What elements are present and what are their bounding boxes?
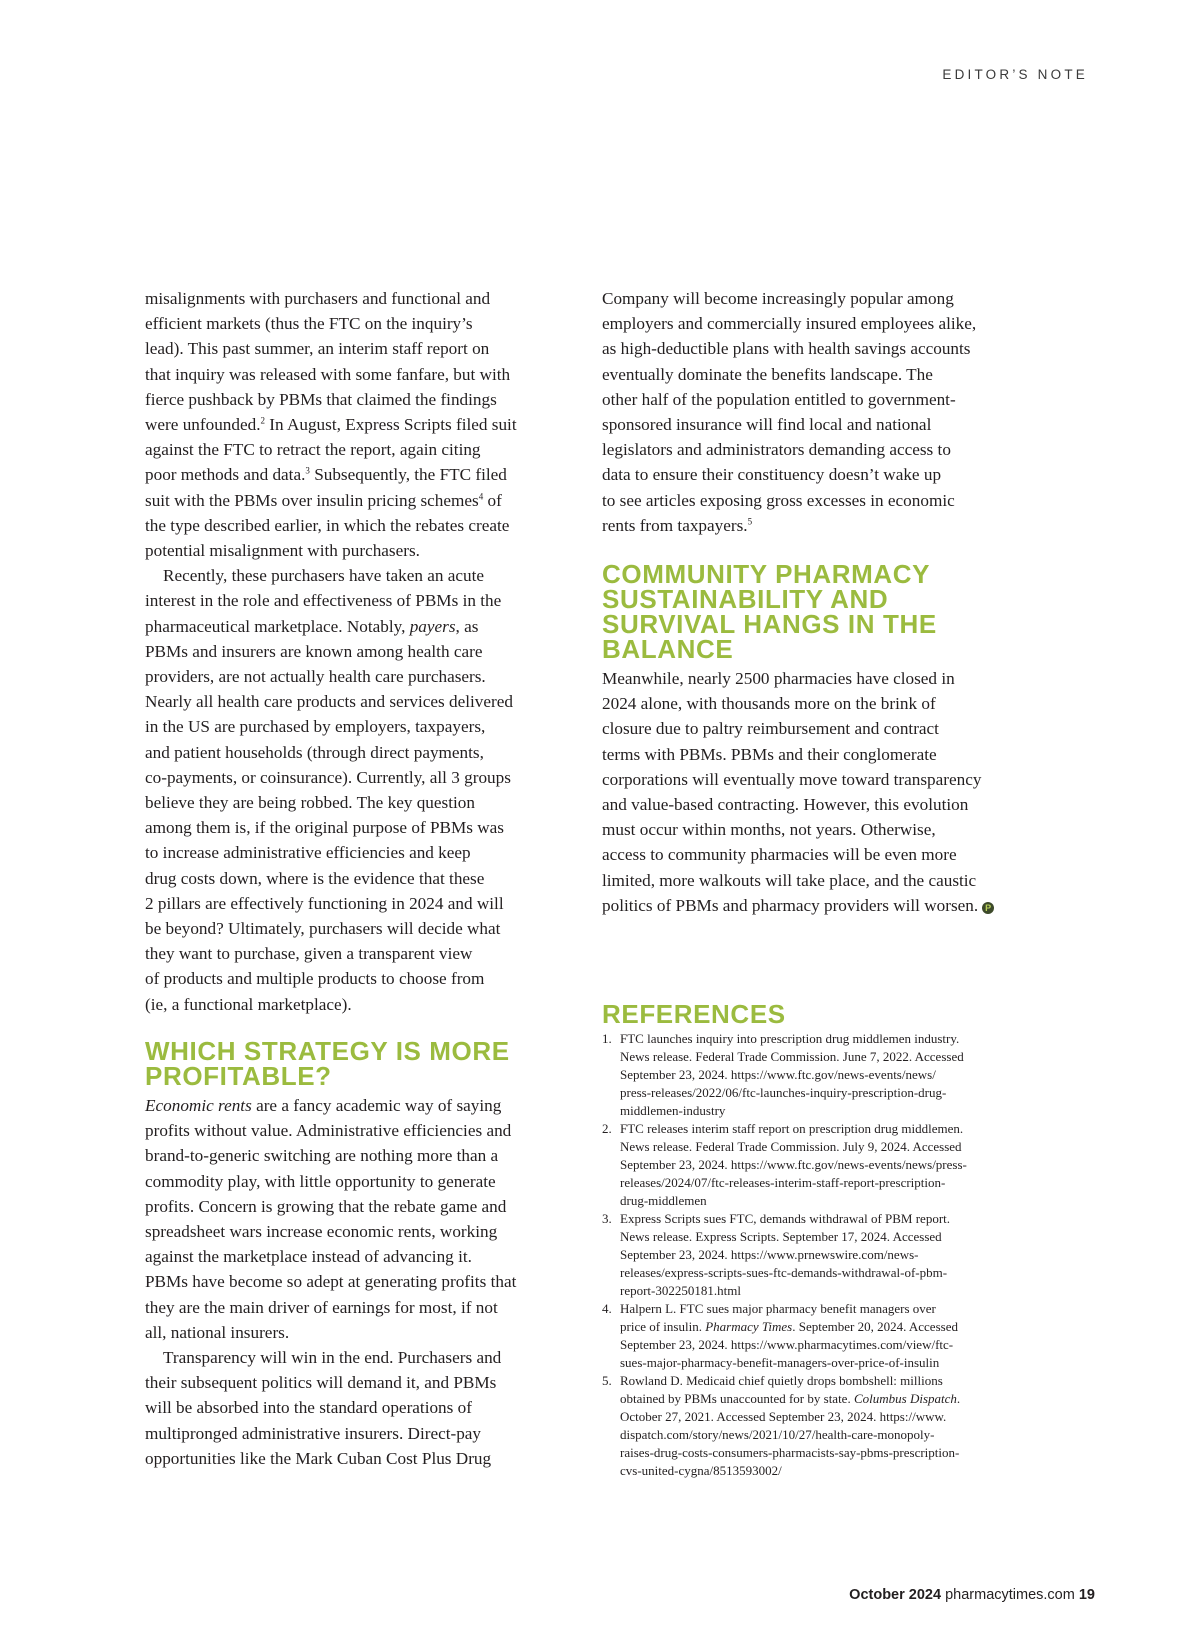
text-line: Transparency will win in the end. Purchasers and xyxy=(163,1347,502,1367)
references-list xyxy=(602,1030,1042,1480)
reference-line: sues-major-pharmacy-benefit-managers-over-price-of-insulin xyxy=(620,1355,940,1370)
text-line xyxy=(145,412,573,437)
text-line: will be absorbed into the standard operations of xyxy=(145,1398,472,1418)
text-line: legislators and administrators demanding access to xyxy=(602,440,951,460)
reference-line: releases/2024/07/ftc-releases-interim-staff-report-prescription- xyxy=(620,1175,946,1190)
text-run: were unfounded. xyxy=(145,415,261,435)
text-line: misalignments with purchasers and functional and xyxy=(145,289,491,308)
left-column xyxy=(145,286,573,1471)
reference-line: September 23, 2024. https://www.ftc.gov/news-events/news/press- xyxy=(620,1157,967,1172)
text-run: price of insulin. xyxy=(620,1319,706,1334)
reference-line: releases/express-scripts-sues-ftc-demands-withdrawal-of-pbm- xyxy=(620,1265,948,1280)
text-line: employers and commercially insured employees alike, xyxy=(602,314,977,334)
heading-line: COMMUNITY PHARMACY xyxy=(602,559,931,590)
text-run: . September 20, 2024. Accessed xyxy=(792,1319,958,1334)
text-line: to see articles exposing gross excesses in economic xyxy=(602,490,955,510)
text-line: must occur within months, not years. Otherwise, xyxy=(602,820,936,840)
reference-line: middlemen-industry xyxy=(620,1103,726,1118)
references-section xyxy=(602,999,1042,1480)
citation-superscript: 4 xyxy=(478,490,484,501)
references-heading: REFERENCES xyxy=(602,999,786,1029)
text-run: are a fancy academic way of saying xyxy=(251,1095,502,1115)
text-line: closure due to paltry reimbursement and contract xyxy=(602,719,939,739)
text-run: , as xyxy=(455,616,479,636)
paragraph-left-1 xyxy=(145,286,573,563)
emphasis-text: Economic rents xyxy=(145,1095,252,1115)
text-run: Subsequently, the FTC filed xyxy=(309,465,507,485)
text-line: be beyond? Ultimately, purchasers will decide what xyxy=(145,919,501,939)
text-line: PBMs have become so adept at generating profits that xyxy=(145,1272,517,1292)
reference-line: Halpern L. FTC sues major pharmacy benefit managers over xyxy=(620,1301,936,1316)
text-line: potential misalignment with purchasers. xyxy=(145,541,420,561)
text-line: their subsequent politics will demand it, and PBMs xyxy=(145,1373,497,1393)
text-line: Meanwhile, nearly 2500 pharmacies have closed in xyxy=(602,669,955,689)
reference-line: News release. Federal Trade Commission. July 9, 2024. Accessed xyxy=(620,1139,962,1154)
reference-line: raises-drug-costs-consumers-pharmacists-say-pbms-prescription- xyxy=(620,1445,960,1460)
reference-line: cvs-united-cygna/8513593002/ xyxy=(620,1463,782,1478)
text-line: Recently, these purchasers have taken an acute xyxy=(163,566,484,586)
text-line xyxy=(145,614,573,639)
reference-line: October 27, 2021. Accessed September 23, 2024. https://www. xyxy=(620,1409,947,1424)
article-end-mark-icon: P xyxy=(982,902,994,914)
text-line: sponsored insurance will find local and national xyxy=(602,415,932,435)
reference-line: Rowland D. Medicaid chief quietly drops bombshell: millions xyxy=(620,1373,943,1388)
text-line: corporations will eventually move toward transparency xyxy=(602,769,982,789)
journal-title: Columbus Dispatch xyxy=(853,1391,957,1406)
heading-which-strategy xyxy=(145,1035,573,1091)
text-run: pharmaceutical marketplace. Notably, xyxy=(145,616,410,636)
text-run: rents from taxpayers. xyxy=(602,515,748,535)
reference-line: Express Scripts sues FTC, demands withdrawal of PBM report. xyxy=(620,1211,951,1226)
reference-line: FTC releases interim staff report on prescription drug middlemen. xyxy=(620,1121,964,1136)
text-line: opportunities like the Mark Cuban Cost Plus Drug xyxy=(145,1448,492,1468)
page-footer xyxy=(849,1587,1095,1603)
reference-item xyxy=(602,1120,1042,1210)
reference-item xyxy=(602,1210,1042,1300)
reference-line xyxy=(620,1318,1042,1336)
reference-item xyxy=(602,1300,1042,1372)
text-line: among them is, if the original purpose of PBMs was xyxy=(145,818,504,838)
text-line: Nearly all health care products and services delivered xyxy=(145,692,513,712)
heading-line: SUSTAINABILITY AND xyxy=(602,584,889,615)
reference-item xyxy=(602,1372,1042,1480)
paragraph-right-1 xyxy=(602,286,1030,538)
text-line: all, national insurers. xyxy=(145,1322,290,1342)
reference-line: September 23, 2024. https://www.ftc.gov/news-events/news/ xyxy=(620,1067,936,1082)
text-line xyxy=(602,893,1030,918)
text-line: fierce pushback by PBMs that claimed the findings xyxy=(145,389,497,409)
text-line: and value-based contracting. However, this evolution xyxy=(602,795,969,815)
paragraph-left-2 xyxy=(145,563,573,1017)
text-line: as high-deductible plans with health savings accounts xyxy=(602,339,971,359)
text-line: access to community pharmacies will be even more xyxy=(602,845,957,865)
text-line: profits. Concern is growing that the rebate game and xyxy=(145,1196,507,1216)
text-line: terms with PBMs. PBMs and their conglomerate xyxy=(602,744,937,764)
right-column xyxy=(602,286,1030,918)
text-line: they are the main driver of earnings for most, if not xyxy=(145,1297,498,1317)
text-line: profits without value. Administrative efficiencies and xyxy=(145,1121,512,1141)
text-line: (ie, a functional marketplace). xyxy=(145,994,352,1014)
paragraph-right-2 xyxy=(602,666,1030,918)
text-run: poor methods and data. xyxy=(145,465,306,485)
text-line: they want to purchase, given a transparent view xyxy=(145,944,473,964)
emphasis-text: payers xyxy=(409,616,456,636)
text-line: against the marketplace instead of advancing it. xyxy=(145,1247,472,1267)
text-line: believe they are being robbed. The key question xyxy=(145,793,475,813)
text-run: politics of PBMs and pharmacy providers will worsen. xyxy=(602,895,979,915)
text-line: commodity play, with little opportunity to generate xyxy=(145,1171,496,1191)
text-line: that inquiry was released with some fanfare, but with xyxy=(145,364,511,384)
text-line: to increase administrative efficiencies and keep xyxy=(145,843,471,863)
section-label: EDITOR’S NOTE xyxy=(942,67,1088,82)
text-line: spreadsheet wars increase economic rents, working xyxy=(145,1221,498,1241)
text-line: limited, more walkouts will take place, and the caustic xyxy=(602,870,977,890)
reference-line: press-releases/2022/06/ftc-launches-inquiry-prescription-drug- xyxy=(620,1085,947,1100)
text-line: 2 pillars are effectively functioning in 2024 and will xyxy=(145,893,504,913)
text-run: of xyxy=(483,490,502,510)
text-line: brand-to-generic switching are nothing more than a xyxy=(145,1146,499,1166)
reference-line: dispatch.com/story/news/2021/10/27/health-care-monopoly- xyxy=(620,1427,935,1442)
text-line: multipronged administrative insurers. Direct-pay xyxy=(145,1423,482,1443)
text-line: 2024 alone, with thousands more on the brink of xyxy=(602,694,936,714)
reference-line xyxy=(620,1390,1042,1408)
reference-line: FTC launches inquiry into prescription drug middlemen industry. xyxy=(620,1031,960,1046)
text-line: data to ensure their constituency doesn’t wake up xyxy=(602,465,942,485)
text-line xyxy=(145,1093,573,1118)
journal-title: Pharmacy Times xyxy=(705,1319,793,1334)
reference-number: 4. xyxy=(602,1301,612,1316)
reference-line: News release. Federal Trade Commission. June 7, 2022. Accessed xyxy=(620,1049,964,1064)
heading-line: PROFITABLE? xyxy=(145,1060,332,1091)
text-line: co-payments, or coinsurance). Currently, all 3 groups xyxy=(145,767,511,787)
text-run: . xyxy=(956,1391,961,1406)
page-number: 19 xyxy=(1078,1587,1095,1603)
text-line: the type described earlier, in which the rebates create xyxy=(145,515,510,535)
citation-superscript: 5 xyxy=(747,516,753,527)
text-line: efficient markets (thus the FTC on the inquiry’s xyxy=(145,314,473,334)
text-run: obtained by PBMs unaccounted for by state. xyxy=(620,1391,854,1406)
reference-line: report-302250181.html xyxy=(620,1283,741,1298)
reference-line: drug-middlemen xyxy=(620,1193,707,1208)
text-line: other half of the population entitled to government- xyxy=(602,389,956,409)
text-run: suit with the PBMs over insulin pricing schemes xyxy=(145,490,479,510)
text-run: In August, Express Scripts filed suit xyxy=(265,415,517,435)
reference-number: 2. xyxy=(602,1121,612,1136)
heading-line: WHICH STRATEGY IS MORE xyxy=(145,1035,510,1066)
text-line: interest in the role and effectiveness of PBMs in the xyxy=(145,591,502,611)
citation-superscript: 3 xyxy=(305,465,310,476)
reference-item xyxy=(602,1030,1042,1120)
heading-line: SURVIVAL HANGS IN THE xyxy=(602,609,937,640)
heading-line: BALANCE xyxy=(602,634,734,665)
text-line xyxy=(145,462,573,487)
text-line: drug costs down, where is the evidence that these xyxy=(145,868,485,888)
reference-number: 3. xyxy=(602,1211,612,1226)
paragraph-left-3 xyxy=(145,1093,573,1345)
text-line: eventually dominate the benefits landscape. The xyxy=(602,364,933,384)
reference-line: September 23, 2024. https://www.prnewswire.com/news- xyxy=(620,1247,919,1262)
paragraph-left-4 xyxy=(145,1345,573,1471)
text-line: PBMs and insurers are known among health care xyxy=(145,641,483,661)
text-line: of products and multiple products to choose from xyxy=(145,969,485,989)
text-line: against the FTC to retract the report, again citing xyxy=(145,440,481,460)
reference-number: 1. xyxy=(602,1031,612,1046)
footer-date: October 2024 xyxy=(849,1587,942,1603)
text-line: lead). This past summer, an interim staff report on xyxy=(145,339,490,359)
text-line: and patient households (through direct payments, xyxy=(145,742,484,762)
reference-line: September 23, 2024. https://www.pharmacytimes.com/view/ftc- xyxy=(620,1337,954,1352)
reference-line: News release. Express Scripts. September 17, 2024. Accessed xyxy=(620,1229,942,1244)
text-line xyxy=(602,513,1030,538)
reference-number: 5. xyxy=(602,1373,612,1388)
citation-superscript: 2 xyxy=(260,415,265,426)
heading-community-pharmacy xyxy=(602,559,1030,665)
footer-site: pharmacytimes.com xyxy=(945,1587,1075,1603)
text-line: in the US are purchased by employers, taxpayers, xyxy=(145,717,486,737)
text-line: Company will become increasingly popular among xyxy=(602,289,954,308)
text-line: providers, are not actually health care purchasers. xyxy=(145,667,486,687)
text-line xyxy=(145,488,573,513)
